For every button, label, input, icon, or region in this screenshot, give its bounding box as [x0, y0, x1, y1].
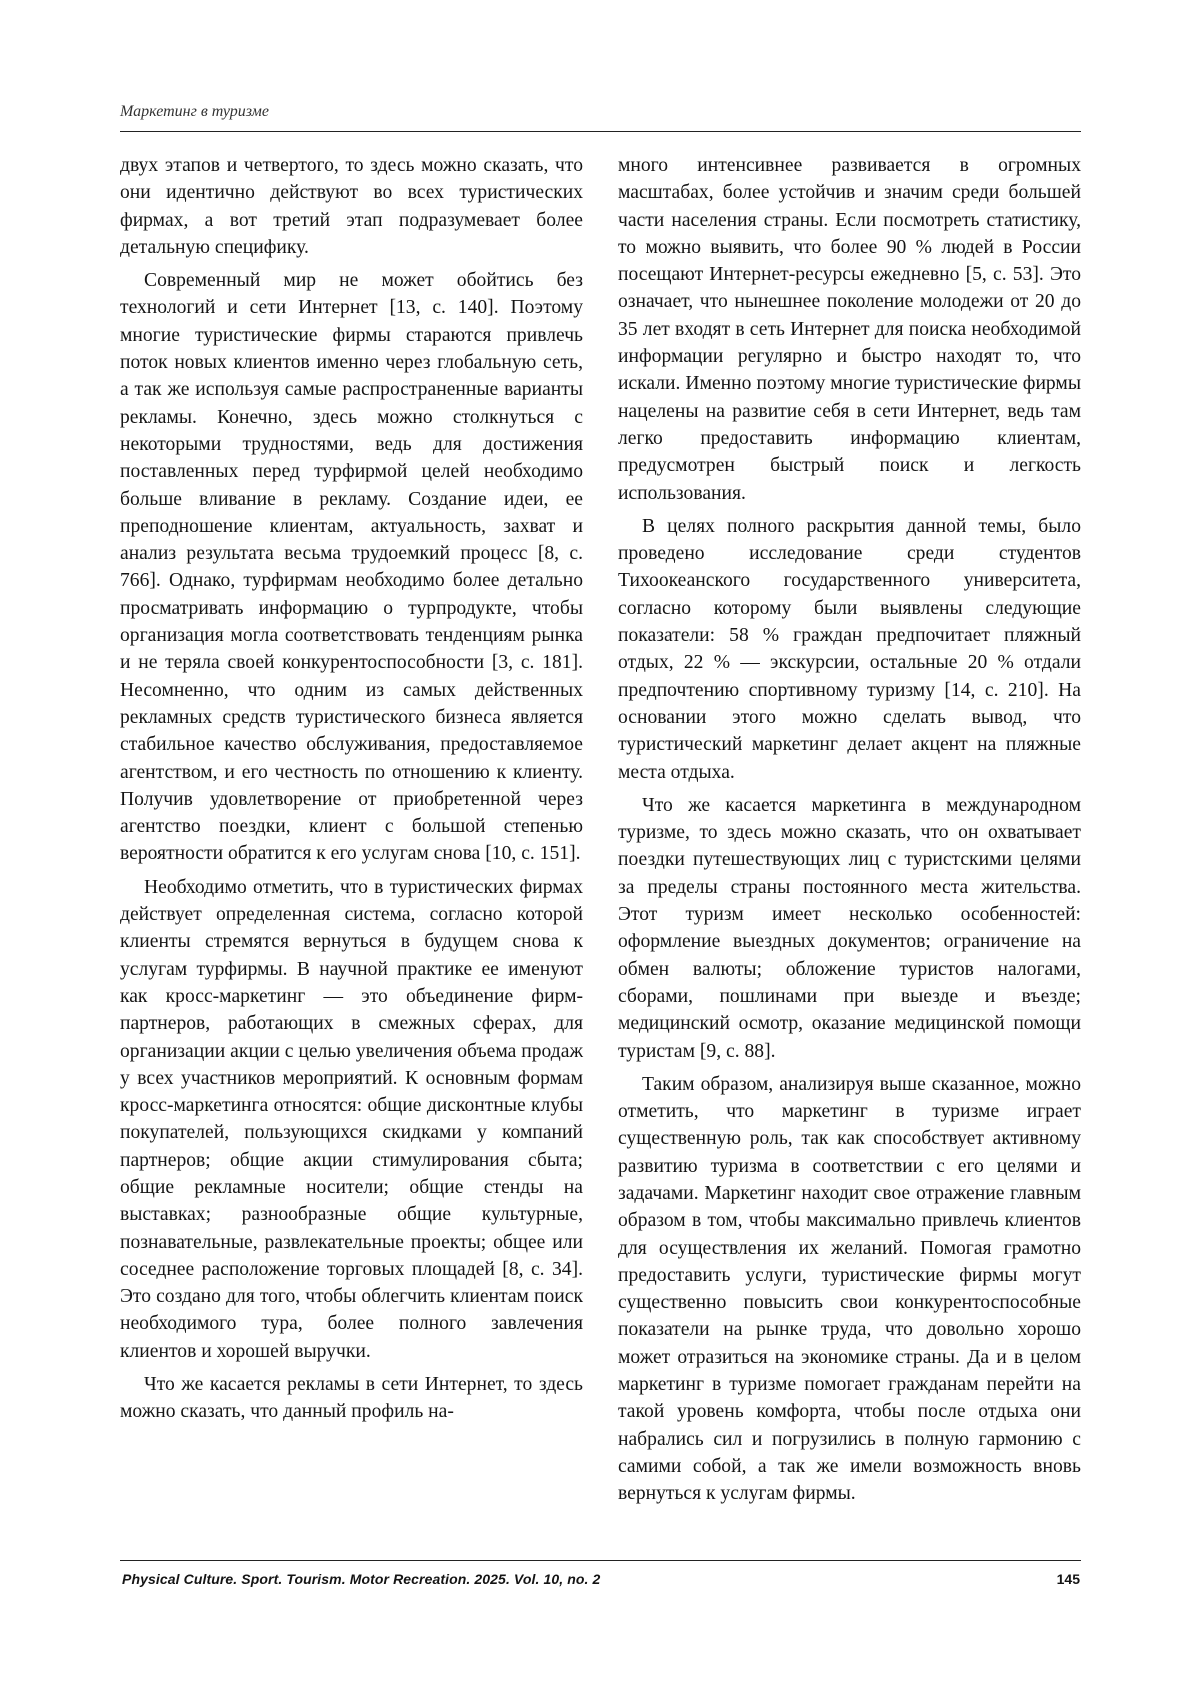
paragraph: В целях полного раскрытия данной темы, было проведено исследование среди студентов Тихоокеанского государственного университета, согласно которому были выявлены следующие показатели: 58 % граждан предпочитает пляжный отдых, 22 % — экскурсии, остальные 20 % отдали предпочтению спортивному туризму [14, с. 210]. На основании этого можно сделать вывод, что туристический маркетинг делает акцент на пляжные места отдыха.: [618, 515, 1081, 783]
paragraph: много интенсивнее развивается в огромных масштабах, более устойчив и значим среди большей части населения страны. Если посмотреть статистику, то можно выявить, что более 90 % людей в России посещают Интернет-ресурсы ежедневно [5, с. 53]. Это означает, что нынешнее поколение молодежи от 20 до 35 лет входят в сеть Интернет для поиска необходимой информации регулярно и быстро находят то, что искали. Именно поэтому многие туристические фирмы нацелены на развитие себя в сети Интернет, ведь там легко предоставить информацию клиентам, предусмотрен быстрый поиск и легкость использования.: [618, 155, 1081, 504]
page-number: 145: [1056, 1571, 1080, 1587]
paragraph: Что же касается маркетинга в международном туризме, то здесь можно сказать, что он охватывает поездки путешествующих лиц с туристскими целями за пределы страны постоянного места жительства. Этот туризм имеет несколько особенностей: оформление выездных документов; ограничение на обмен валюты; обложение туристов налогами, сборами, пошлинами при выезде и въезде; медицинский осмотр, оказание медицинской помощи туристам [9, с. 88].: [618, 794, 1081, 1062]
paragraph: Что же касается рекламы в сети Интернет, то здесь можно сказать, что данный профиль на-: [120, 1374, 583, 1423]
right-column: [618, 152, 1081, 1508]
footer-rule: [120, 1560, 1081, 1561]
paragraph: Необходимо отметить, что в туристических фирмах действует определенная система, согласно которой клиенты стремятся вернуться в будущем снова к услугам турфирмы. В научной практике ее именуют как кросс-маркетинг — это объединение фирм-партнеров, работающих в смежных сферах, для организации акции с целью увеличения объема продаж у всех участников мероприятий. К основным формам кросс-маркетинга относятся: общие дисконтные клубы покупателей, пользующихся скидками у компаний партнеров; общие акции стимулирования сбыта; общие рекламные носители; общие стенды на выставках; разнообразные общие культурные, познавательные, развлекательные проекты; общее или соседнее расположение торговых площадей [8, с. 34]. Это создано для того, чтобы облегчить клиентам поиск необходимого тура, более полного завлечения клиентов и хорошей выручки.: [120, 876, 583, 1362]
running-title: Маркетинг в туризме: [120, 103, 269, 120]
paragraph: двух этапов и четвертого, то здесь можно сказать, что они идентично действуют во всех туристических фирмах, а вот третий этап подразумевает более детальную специфику.: [120, 155, 583, 258]
left-column: [120, 152, 583, 1426]
journal-citation: Physical Culture. Sport. Tourism. Motor Recreation. 2025. Vol. 10, no. 2: [122, 1571, 601, 1587]
paragraph: Современный мир не может обойтись без технологий и сети Интернет [13, с. 140]. Поэтому многие туристические фирмы стараются привлечь поток новых клиентов именно через глобальную сеть, а так же используя самые распространенные варианты рекламы. Конечно, здесь можно столкнуться с некоторыми трудностями, ведь для достижения поставленных перед турфирмой целей необходимо больше вливание в рекламу. Создание идеи, ее преподношение клиентам, актуальность, захват и анализ результата весьма трудоемкий процесс [8, с. 766]. Однако, турфирмам необходимо более детально просматривать информацию о турпродукте, чтобы организация могла соответствовать тенденциям рынка и не теряла своей конкурентоспособности [3, с. 181]. Несомненно, что одним из самых действенных рекламных средств туристического бизнеса является стабильное качество обслуживания, предоставляемое агентством, и его честность по отношению к клиенту. Получив удовлетворение от приобретенной через агентство поездки, клиент с большой степенью вероятности обратится к его услугам снова [10, с. 151].: [120, 270, 583, 865]
header-rule: [120, 131, 1081, 132]
paragraph: Таким образом, анализируя выше сказанное, можно отметить, что маркетинг в туризме играет существенную роль, так как способствует активному развитию туризма в соответствии с его целями и задачами. Маркетинг находит свое отражение главным образом в том, чтобы максимально привлечь клиентов для осуществления их желаний. Помогая грамотно предоставить услуги, туристические фирмы могут существенно повысить свои конкурентоспособные показатели на рынке труда, что довольно хорошо может отразиться на экономике страны. Да и в целом маркетинг в туризме помогает гражданам перейти на такой уровень комфорта, чтобы после отдыха они набрались сил и погрузились в полную гармонию с самими собой, а так же имели возможность вновь вернуться к услугам фирмы.: [618, 1073, 1081, 1505]
